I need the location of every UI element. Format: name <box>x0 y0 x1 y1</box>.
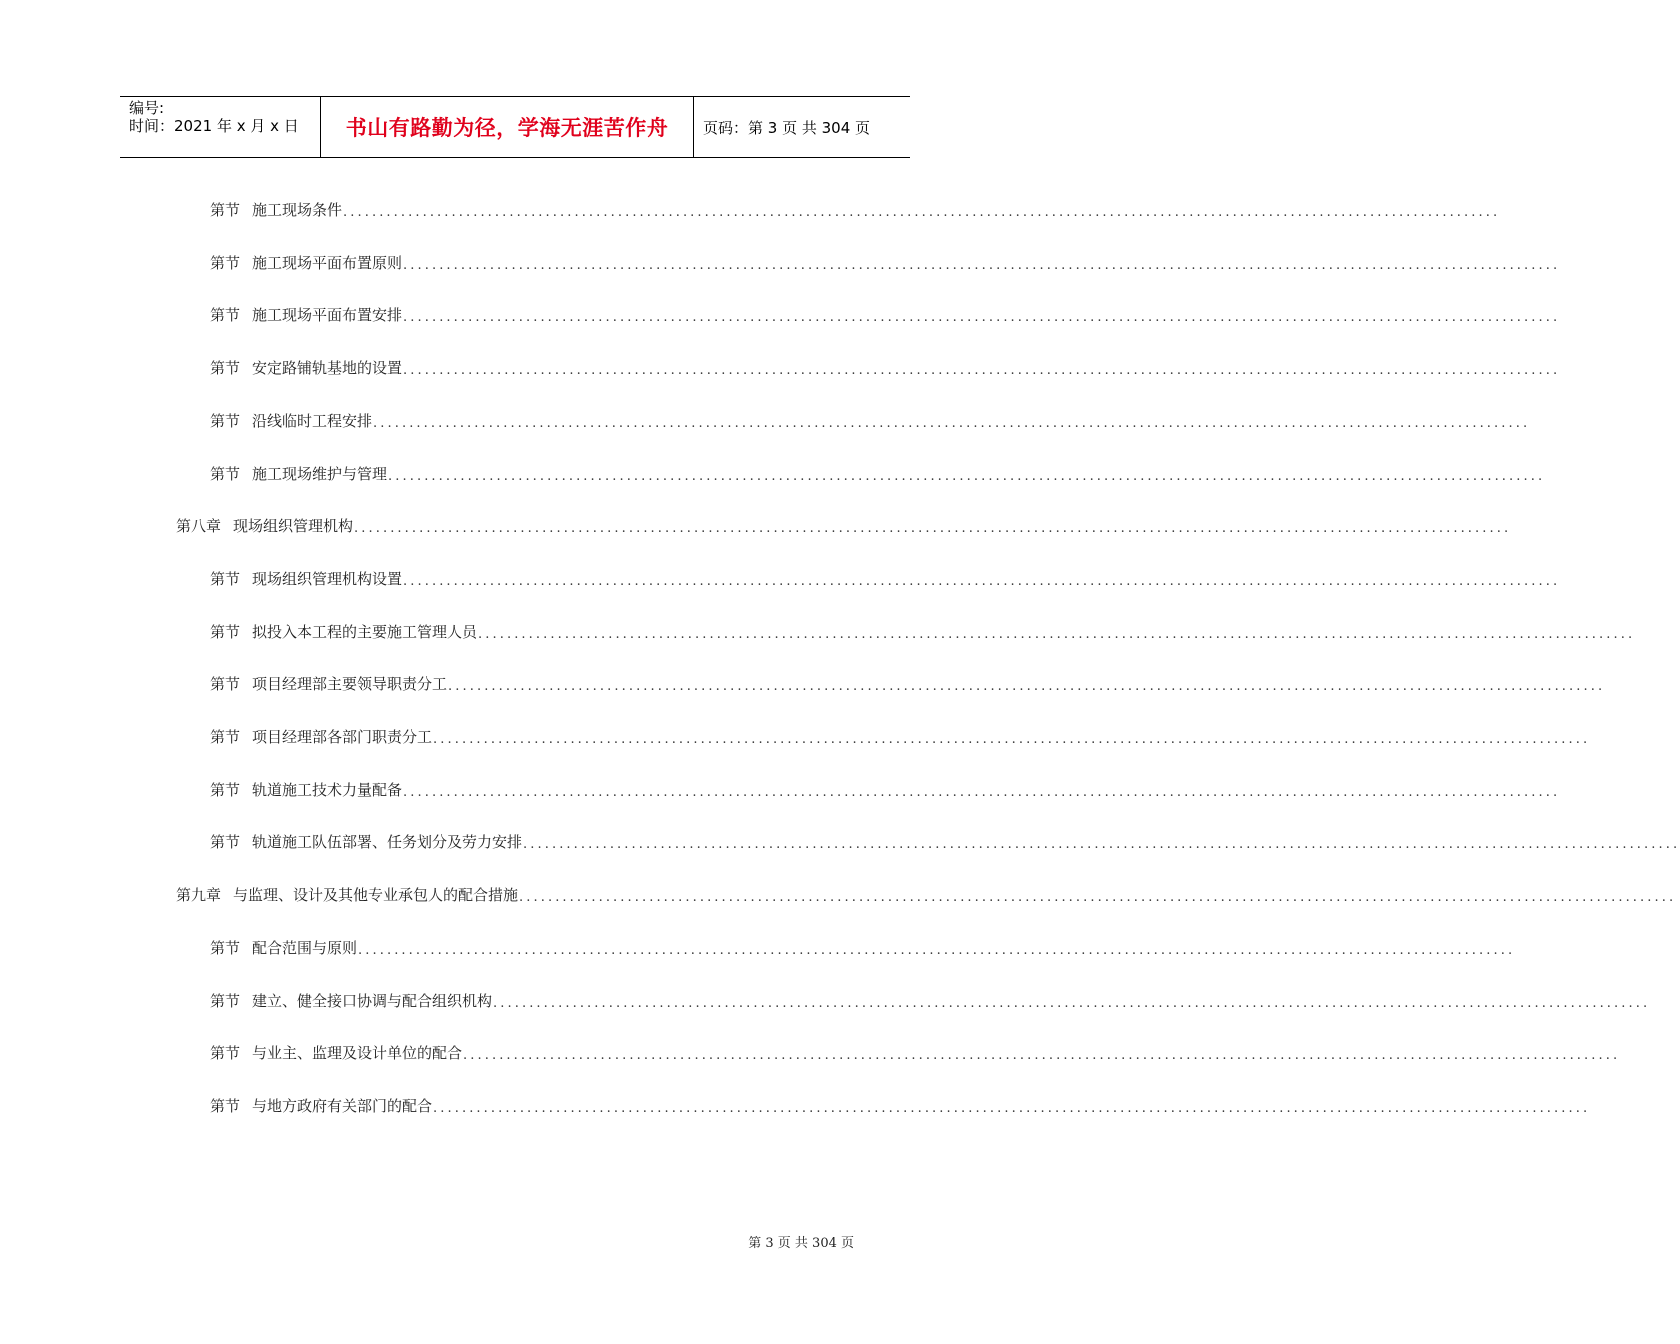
toc-entry-prefix: 第节 <box>210 465 241 483</box>
toc-dot-leader: ................................................................................................................................................................ <box>343 205 1501 220</box>
toc-dot-leader: ................................................................................................................................................................ <box>463 1048 1621 1063</box>
toc-dot-leader: ................................................................................................................................................................ <box>478 627 1636 642</box>
toc-entry-title: 施工现场平面布置安排 <box>252 306 403 324</box>
toc-dot-leader: ................................................................................................................................................................ <box>403 310 1561 325</box>
toc-dot-leader: ................................................................................................................................................................ <box>403 785 1561 800</box>
toc-dot-leader: ................................................................................................................................................................ <box>448 679 1606 694</box>
toc-entry-prefix: 第节 <box>210 675 241 693</box>
toc-section-entry[interactable] <box>210 778 1561 800</box>
toc-entry-title: 与监理、设计及其他专业承包人的配合措施 <box>233 886 519 904</box>
toc-entry-prefix: 第节 <box>210 992 241 1010</box>
toc-section-entry[interactable] <box>210 725 1591 747</box>
toc-dot-leader: ................................................................................................................................................................ <box>433 1101 1591 1116</box>
toc-section-entry[interactable] <box>210 567 1561 589</box>
toc-entry-title: 轨道施工队伍部署、任务划分及劳力安排 <box>252 833 523 851</box>
toc-section-entry[interactable] <box>210 936 1516 958</box>
toc-section-entry[interactable] <box>210 1094 1591 1116</box>
toc-entry-prefix: 第节 <box>210 939 241 957</box>
toc-entry-prefix: 第节 <box>210 781 241 799</box>
toc-entry-title: 与业主、监理及设计单位的配合 <box>252 1044 463 1062</box>
toc-entry-title: 轨道施工技术力量配备 <box>252 781 403 799</box>
toc-entry-prefix: 第节 <box>210 306 241 324</box>
toc-entry-prefix: 第节 <box>210 412 241 430</box>
toc-dot-leader: ................................................................................................................................................................ <box>403 574 1561 589</box>
toc-dot-leader: ................................................................................................................................................................ <box>523 837 1680 852</box>
toc-entry-title: 施工现场维护与管理 <box>252 465 388 483</box>
header-page-info: 页码：第 3 页 共 304 页 <box>703 118 871 137</box>
toc-entry-title: 建立、健全接口协调与配合组织机构 <box>252 992 493 1010</box>
toc-entry-title: 配合范围与原则 <box>252 939 358 957</box>
toc-section-entry[interactable] <box>210 989 1651 1011</box>
toc-section-entry[interactable] <box>210 1041 1621 1063</box>
toc-entry-title: 拟投入本工程的主要施工管理人员 <box>252 623 478 641</box>
toc-chapter-entry[interactable] <box>176 883 1677 905</box>
toc-section-entry[interactable] <box>210 409 1531 431</box>
toc-entry-title: 沿线临时工程安排 <box>252 412 373 430</box>
document-time: 时间：2021 年 x 月 x 日 <box>129 117 299 135</box>
toc-entry-title: 现场组织管理机构 <box>233 517 354 535</box>
toc-entry-title: 施工现场平面布置原则 <box>252 254 403 272</box>
toc-section-entry[interactable] <box>210 620 1636 642</box>
toc-entry-prefix: 第节 <box>210 359 241 377</box>
toc-entry-prefix: 第节 <box>210 254 241 272</box>
toc-entry-prefix: 第九章 <box>176 886 222 904</box>
toc-section-entry[interactable] <box>210 251 1561 273</box>
toc-entry-title: 安定路铺轨基地的设置 <box>252 359 403 377</box>
toc-section-entry[interactable] <box>210 462 1546 484</box>
toc-dot-leader: ................................................................................................................................................................ <box>433 732 1591 747</box>
toc-section-entry[interactable] <box>210 303 1561 325</box>
toc-dot-leader: ................................................................................................................................................................ <box>403 258 1561 273</box>
toc-entry-prefix: 第八章 <box>176 517 222 535</box>
toc-entry-prefix: 第节 <box>210 833 241 851</box>
toc-dot-leader: ................................................................................................................................................................ <box>373 416 1531 431</box>
toc-section-entry[interactable] <box>210 672 1606 694</box>
toc-entry-prefix: 第节 <box>210 728 241 746</box>
header-motto: 书山有路勤为径，学海无涯苦作舟 <box>345 116 669 140</box>
toc-entry-prefix: 第节 <box>210 1097 241 1115</box>
toc-dot-leader: ................................................................................................................................................................ <box>354 521 1512 536</box>
toc-section-entry[interactable] <box>210 356 1561 378</box>
toc-entry-title: 项目经理部各部门职责分工 <box>252 728 433 746</box>
toc-entry-title: 施工现场条件 <box>252 201 343 219</box>
toc-dot-leader: ................................................................................................................................................................ <box>403 363 1561 378</box>
page-footer: 第 3 页 共 304 页 <box>748 1236 854 1251</box>
toc-entry-prefix: 第节 <box>210 623 241 641</box>
toc-dot-leader: ................................................................................................................................................................ <box>388 469 1546 484</box>
toc-entry-prefix: 第节 <box>210 1044 241 1062</box>
toc-entry-prefix: 第节 <box>210 570 241 588</box>
toc-dot-leader: ................................................................................................................................................................ <box>519 890 1677 905</box>
toc-entry-title: 与地方政府有关部门的配合 <box>252 1097 433 1115</box>
toc-entry-title: 现场组织管理机构设置 <box>252 570 403 588</box>
toc-section-entry[interactable] <box>210 198 1501 220</box>
toc-section-entry[interactable] <box>210 830 1680 852</box>
toc-chapter-entry[interactable] <box>176 514 1512 536</box>
toc-entry-title: 项目经理部主要领导职责分工 <box>252 675 448 693</box>
document-number-label: 编号: <box>129 99 165 117</box>
toc-dot-leader: ................................................................................................................................................................ <box>493 996 1651 1011</box>
toc-dot-leader: ................................................................................................................................................................ <box>358 943 1516 958</box>
toc-entry-prefix: 第节 <box>210 201 241 219</box>
